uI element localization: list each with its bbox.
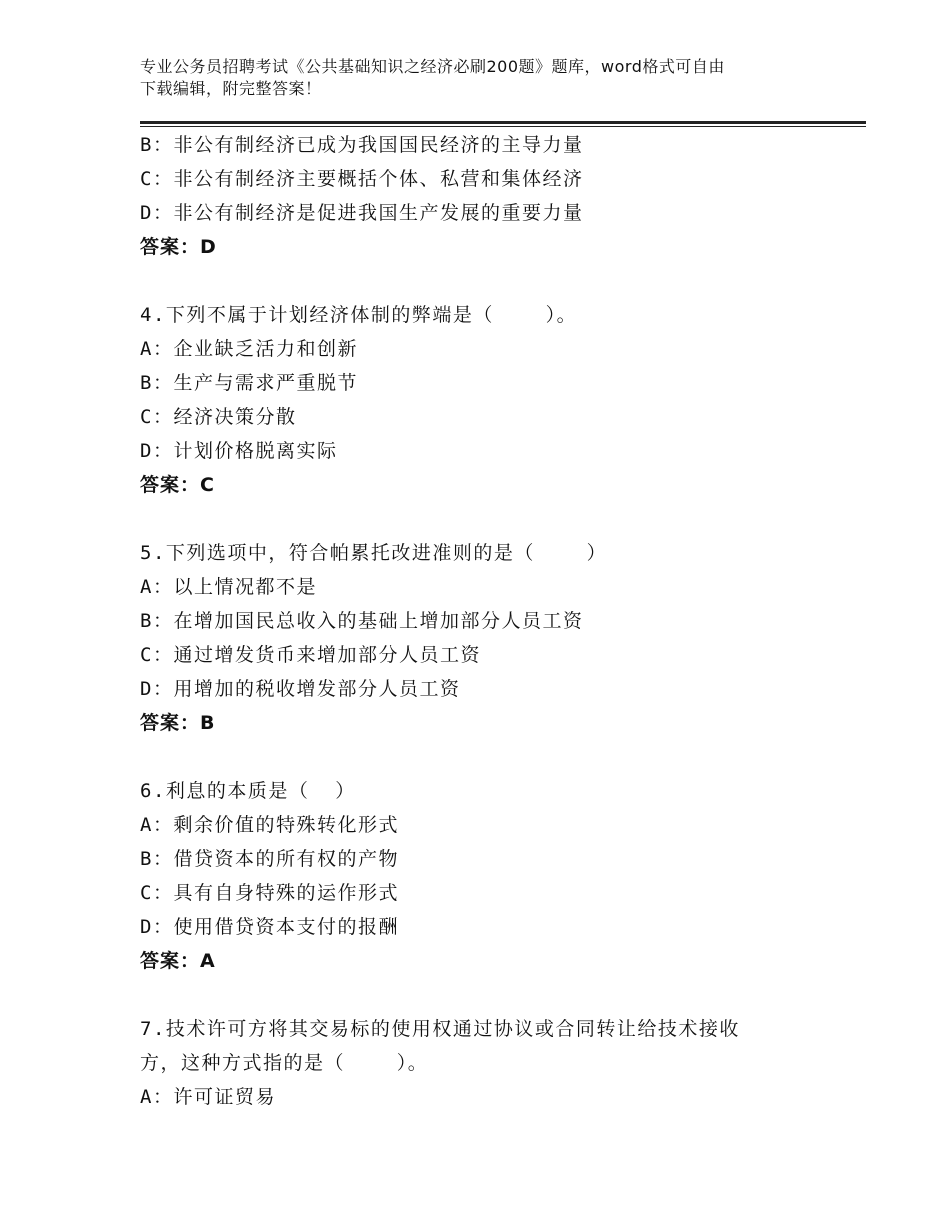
spacer — [140, 978, 860, 1012]
answer: 答案：C — [140, 474, 215, 496]
option-d: D：非公有制经济是促进我国生产发展的重要力量 — [140, 202, 584, 224]
answer: 答案：D — [140, 236, 217, 258]
spacer — [140, 740, 860, 774]
header-divider-thin — [140, 126, 866, 127]
question-6 — [140, 774, 860, 978]
question-stem-line-1: 7.技术许可方将其交易标的使用权通过协议或合同转让给技术接收 — [140, 1018, 740, 1040]
option-a: A：以上情况都不是 — [140, 576, 317, 598]
option-a: A：许可证贸易 — [140, 1086, 276, 1108]
question-stem: 4.下列不属于计划经济体制的弊端是（ ）。 — [140, 304, 578, 326]
option-a: A：企业缺乏活力和创新 — [140, 338, 358, 360]
option-d: D：用增加的税收增发部分人员工资 — [140, 678, 461, 700]
option-b: B：非公有制经济已成为我国国民经济的主导力量 — [140, 134, 584, 156]
question-stem-line-2: 方，这种方式指的是（ ）。 — [140, 1052, 429, 1074]
header-divider-thick — [140, 121, 866, 124]
question-5 — [140, 536, 860, 740]
option-b: B：生产与需求严重脱节 — [140, 372, 358, 394]
question-list — [140, 128, 860, 1114]
question-4 — [140, 298, 860, 502]
question-stem: 5.下列选项中，符合帕累托改进准则的是（ ） — [140, 542, 608, 564]
answer: 答案：B — [140, 712, 216, 734]
question-7 — [140, 1012, 860, 1114]
option-d: D：计划价格脱离实际 — [140, 440, 338, 462]
spacer — [140, 264, 860, 298]
option-c: C：非公有制经济主要概括个体、私营和集体经济 — [140, 168, 584, 190]
option-d: D：使用借贷资本支付的报酬 — [140, 916, 399, 938]
document-header — [140, 56, 820, 100]
option-b: B：在增加国民总收入的基础上增加部分人员工资 — [140, 610, 584, 632]
question-stem: 6.利息的本质是（ ） — [140, 780, 356, 802]
header-line-2: 下载编辑，附完整答案！ — [140, 79, 322, 98]
option-b: B：借贷资本的所有权的产物 — [140, 848, 399, 870]
option-c: C：通过增发货币来增加部分人员工资 — [140, 644, 481, 666]
answer: 答案：A — [140, 950, 216, 972]
option-c: C：经济决策分散 — [140, 406, 297, 428]
spacer — [140, 502, 860, 536]
option-a: A：剩余价值的特殊转化形式 — [140, 814, 399, 836]
option-c: C：具有自身特殊的运作形式 — [140, 882, 399, 904]
header-line-1: 专业公务员招聘考试《公共基础知识之经济必刷200题》题库，word格式可自由 — [140, 57, 725, 76]
question-3 — [140, 128, 860, 264]
